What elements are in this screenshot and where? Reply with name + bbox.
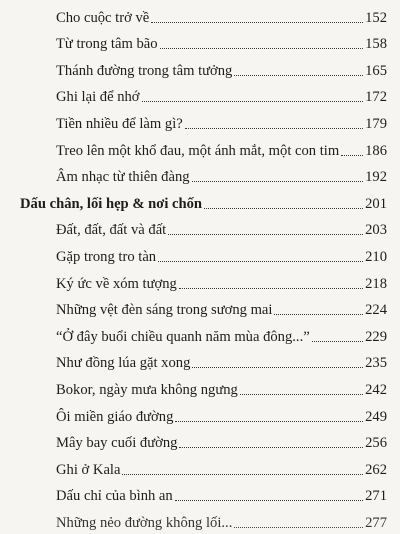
toc-entry-title: Đất, đất, đất và đất bbox=[56, 222, 167, 239]
toc-entry bbox=[18, 454, 387, 481]
toc-entry bbox=[18, 401, 387, 428]
toc-entry-title: “Ở đây buổi chiều quanh năm mùa đông...” bbox=[56, 328, 310, 345]
toc-section-title: Dấu chân, lối hẹp & nơi chốn bbox=[20, 195, 203, 212]
toc-entry-title: Những nẻo đường không lối... bbox=[56, 514, 233, 531]
toc-entry-page: 152 bbox=[365, 9, 387, 26]
toc-entry bbox=[18, 29, 387, 56]
toc-entry-title: Những vệt đèn sáng trong sương mai bbox=[56, 302, 273, 319]
toc-entry-page: 256 bbox=[365, 435, 387, 452]
dot-leader bbox=[341, 155, 363, 156]
dot-leader bbox=[204, 208, 363, 209]
toc-entry-page: 249 bbox=[365, 408, 387, 425]
toc-entry bbox=[18, 2, 387, 29]
toc-entry bbox=[18, 268, 387, 295]
toc-entry bbox=[18, 428, 387, 455]
dot-leader bbox=[151, 22, 363, 23]
dot-leader bbox=[274, 314, 363, 315]
toc-entry-title: Mây bay cuối đường bbox=[56, 435, 178, 452]
toc-entry-title: Ôi miền giáo đường bbox=[56, 408, 174, 425]
dot-leader bbox=[179, 447, 363, 448]
toc-entry-title: Ghi lại để nhớ bbox=[56, 89, 140, 106]
toc-entry-title: Gặp trong tro tàn bbox=[56, 248, 157, 265]
dot-leader bbox=[158, 261, 363, 262]
toc-entry-page: 186 bbox=[365, 142, 387, 159]
dot-leader bbox=[234, 75, 363, 76]
dot-leader bbox=[312, 341, 363, 342]
toc-entry-title: Treo lên một khổ đau, một ánh mắt, một con tim bbox=[56, 142, 340, 159]
toc-entry-title: Từ trong tâm bão bbox=[56, 36, 158, 53]
toc-entry-page: 203 bbox=[365, 222, 387, 239]
dot-leader bbox=[122, 474, 363, 475]
toc-entry-title: Dấu chỉ của bình an bbox=[56, 488, 173, 505]
dot-leader bbox=[234, 527, 363, 528]
toc-entry-title: Ký ức về xóm tượng bbox=[56, 275, 177, 292]
toc-entry bbox=[18, 481, 387, 508]
dot-leader bbox=[185, 128, 363, 129]
toc-entry bbox=[18, 162, 387, 189]
toc-entry bbox=[18, 321, 387, 348]
toc-entry-page: 218 bbox=[365, 275, 387, 292]
toc-entry-title: Ghi ở Kala bbox=[56, 461, 121, 478]
toc-entry-title: Như đồng lúa gặt xong bbox=[56, 355, 191, 372]
dot-leader bbox=[192, 181, 364, 182]
dot-leader bbox=[168, 234, 363, 235]
dot-leader bbox=[160, 48, 364, 49]
toc-entry bbox=[18, 348, 387, 375]
toc-entry-page: 192 bbox=[365, 169, 387, 186]
toc-entry-title: Thánh đường trong tâm tưởng bbox=[56, 62, 233, 79]
toc-entry bbox=[18, 295, 387, 322]
toc-entry-title: Cho cuộc trở về bbox=[56, 9, 150, 26]
dot-leader bbox=[175, 421, 363, 422]
toc-entry-page: 277 bbox=[365, 514, 387, 531]
toc-section-page: 201 bbox=[365, 195, 387, 212]
toc-entry-title: Tiền nhiều để làm gì? bbox=[56, 115, 183, 132]
toc-entry-page: 158 bbox=[365, 36, 387, 53]
toc-entry-page: 229 bbox=[365, 328, 387, 345]
dot-leader bbox=[142, 101, 364, 102]
toc-entry-title: Âm nhạc từ thiên đàng bbox=[56, 169, 190, 186]
dot-leader bbox=[192, 367, 363, 368]
toc-entry-page: 271 bbox=[365, 488, 387, 505]
toc-entry-page: 179 bbox=[365, 115, 387, 132]
dot-leader bbox=[179, 288, 363, 289]
toc-entry-page: 210 bbox=[365, 248, 387, 265]
toc-entry bbox=[18, 215, 387, 242]
toc-entry bbox=[18, 135, 387, 162]
toc-entry-page: 262 bbox=[365, 461, 387, 478]
toc-entry-page: 224 bbox=[365, 302, 387, 319]
toc-entry bbox=[18, 374, 387, 401]
dot-leader bbox=[240, 394, 363, 395]
table-of-contents bbox=[18, 2, 387, 534]
toc-entry bbox=[18, 507, 387, 534]
toc-entry-page: 242 bbox=[365, 381, 387, 398]
toc-entry bbox=[18, 55, 387, 82]
toc-entry bbox=[18, 241, 387, 268]
toc-entry bbox=[18, 82, 387, 109]
toc-entry-page: 235 bbox=[365, 355, 387, 372]
toc-entry-page: 172 bbox=[365, 89, 387, 106]
toc-entry-title: Bokor, ngày mưa không ngưng bbox=[56, 381, 238, 398]
toc-section-heading bbox=[18, 188, 387, 215]
toc-entry bbox=[18, 108, 387, 135]
dot-leader bbox=[175, 500, 363, 501]
toc-entry-page: 165 bbox=[365, 62, 387, 79]
